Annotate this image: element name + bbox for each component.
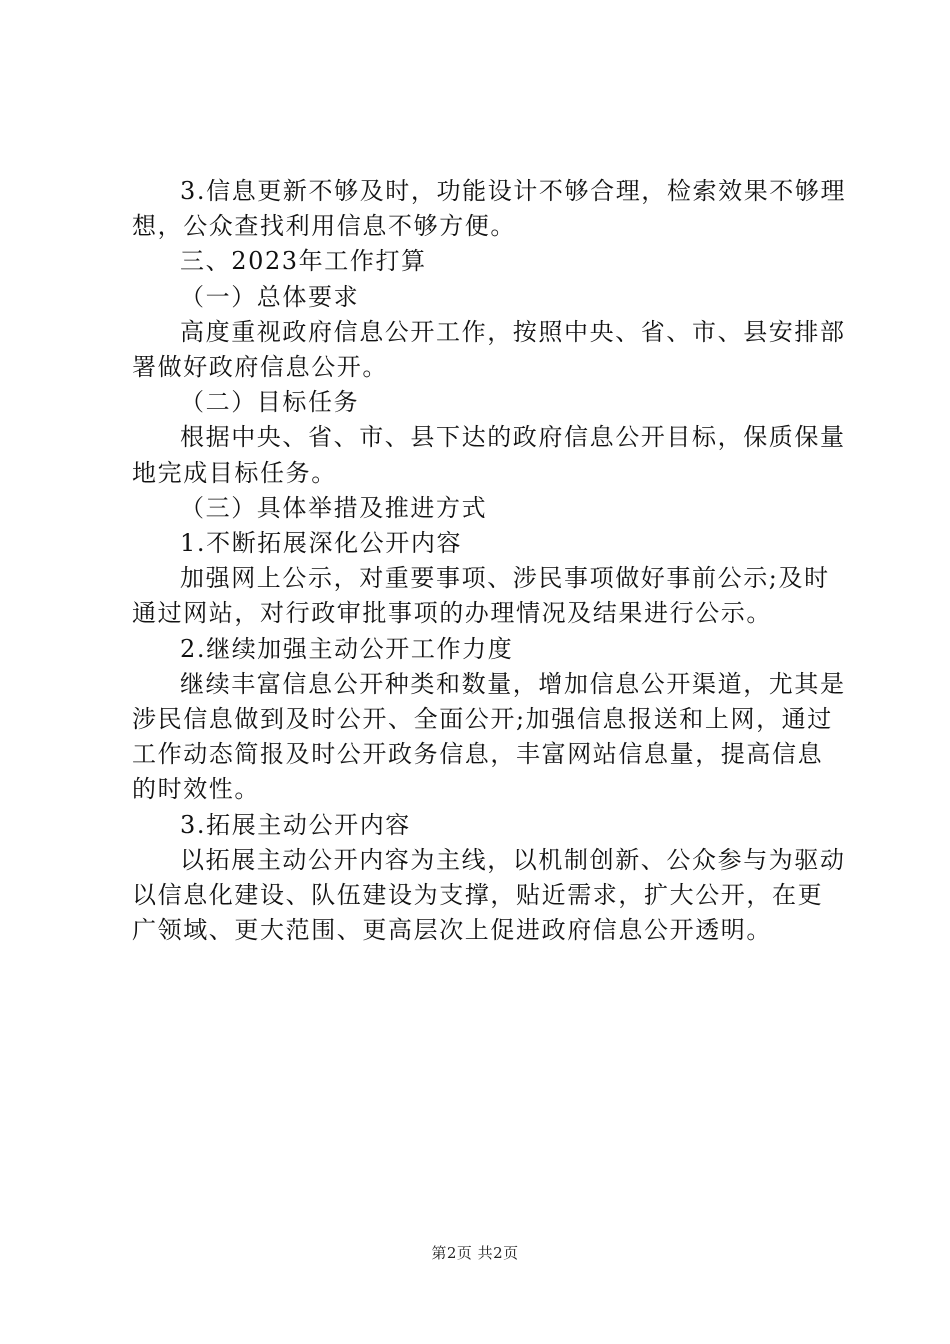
subsection-heading: （三）具体举措及推进方式 <box>180 493 488 522</box>
subsection-heading: （一）总体要求 <box>180 282 360 311</box>
paragraph-line: 的时效性。 <box>132 775 260 804</box>
paragraph-line: 以拓展主动公开内容为主线，以机制创新、公众参与为驱动 <box>180 845 846 874</box>
item-heading: 1.不断拓展深化公开内容 <box>180 529 463 558</box>
section-heading: 三、2023年工作打算 <box>180 247 427 276</box>
paragraph-line: 广领域、更大范围、更高层次上促进政府信息公开透明。 <box>132 916 772 945</box>
paragraph-line: 高度重视政府信息公开工作，按照中央、省、市、县安排部 <box>180 317 846 346</box>
document-body <box>132 174 847 948</box>
subsection-heading: （二）目标任务 <box>180 388 360 417</box>
paragraph-line: 3.信息更新不够及时，功能设计不够合理，检索效果不够理 <box>180 177 847 205</box>
item-heading: 3.拓展主动公开内容 <box>180 810 411 839</box>
page-number-footer: 第2页 共2页 <box>431 1244 519 1262</box>
paragraph-line: 地完成目标任务。 <box>132 458 337 487</box>
paragraph-line: 想，公众查找利用信息不够方便。 <box>132 212 516 241</box>
paragraph-line: 以信息化建设、队伍建设为支撑，贴近需求，扩大公开，在更 <box>132 881 824 910</box>
item-heading: 2.继续加强主动公开工作力度 <box>180 634 514 663</box>
paragraph-line: 加强网上公示，对重要事项、涉民事项做好事前公示;及时 <box>180 564 830 593</box>
paragraph-line: 署做好政府信息公开。 <box>132 353 388 382</box>
paragraph-line: 根据中央、省、市、县下达的政府信息公开目标，保质保量 <box>180 423 846 452</box>
paragraph-line: 工作动态简报及时公开政务信息，丰富网站信息量，提高信息 <box>132 740 824 769</box>
paragraph-line: 继续丰富信息公开种类和数量，增加信息公开渠道，尤其是 <box>180 669 846 698</box>
paragraph-line: 通过网站，对行政审批事项的办理情况及结果进行公示。 <box>132 599 772 628</box>
paragraph-line: 涉民信息做到及时公开、全面公开;加强信息报送和上网，通过 <box>132 705 833 734</box>
